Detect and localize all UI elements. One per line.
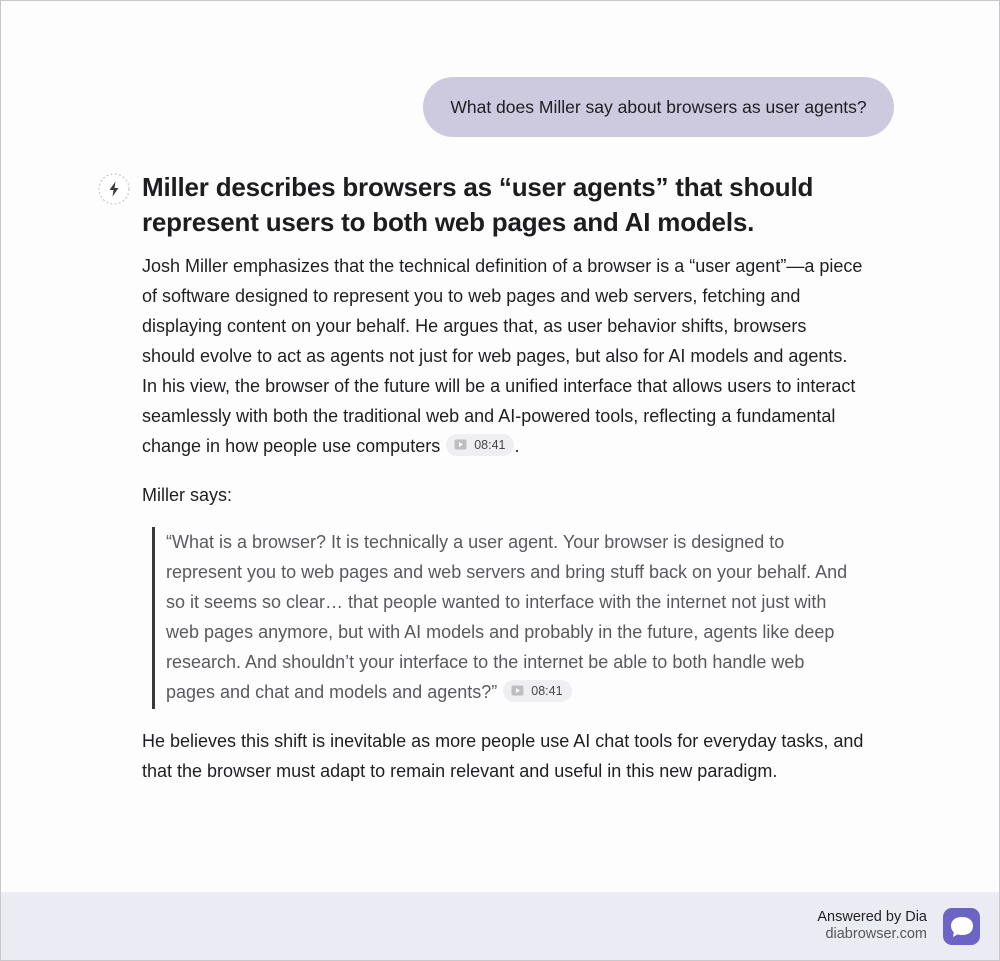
answer-paragraph-1 (142, 251, 864, 461)
footer-attribution (817, 909, 927, 943)
answer-headline: Miller describes browsers as “user agents” that should represent users to both web pages and AI models. (142, 172, 814, 237)
paragraph-1-end: . (514, 436, 520, 456)
timestamp-chip[interactable] (503, 680, 571, 702)
video-play-icon (511, 685, 524, 696)
timestamp-label: 08:41 (474, 437, 506, 452)
timestamp-label: 08:41 (531, 683, 563, 698)
quote-paragraph (166, 527, 857, 707)
timestamp-chip[interactable] (446, 434, 514, 456)
quote-text: “What is a browser? It is technically a user agent. Your browser is designed to represent you to web pages and web servers and bring stuff back on your behalf. And so it seems so clear… that people wanted to interface with the internet not just with web pages anymore, but with AI models and probably in the future, agents like deep research. And shouldn’t your interface to the internet be able to both handle web pages and chat and models and agents?” (166, 532, 848, 702)
dia-chat-bubble-icon[interactable] (943, 908, 980, 945)
answer-paragraph-2: Miller says: (142, 485, 233, 505)
user-message-text: What does Miller say about browsers as user agents? (450, 96, 867, 117)
user-message-bubble (423, 77, 894, 137)
lightning-bolt-icon (98, 173, 130, 205)
domain-link[interactable]: diabrowser.com (825, 926, 927, 942)
answer-paragraph-3: He believes this shift is inevitable as more people use AI chat tools for everyday tasks, and that the browser must adapt to remain relevant and useful in this new paradigm. (142, 731, 864, 781)
answered-by-label: Answered by Dia (817, 909, 927, 925)
footer (1, 892, 999, 960)
video-play-icon (454, 439, 467, 450)
blockquote (152, 527, 857, 709)
paragraph-1-text: Josh Miller emphasizes that the technical definition of a browser is a “user agent”—a piece of software designed to represent you to web pages and web servers, fetching and displaying content on your behalf. He argues that, as user behavior shifts, browsers should evolve to act as agents not just for web pages, but also for AI models and agents. In his view, the browser of the future will be a unified interface that allows users to interact seamlessly with both the traditional web and AI-powered tools, reflecting a fundamental change in how people use computers (142, 256, 863, 456)
